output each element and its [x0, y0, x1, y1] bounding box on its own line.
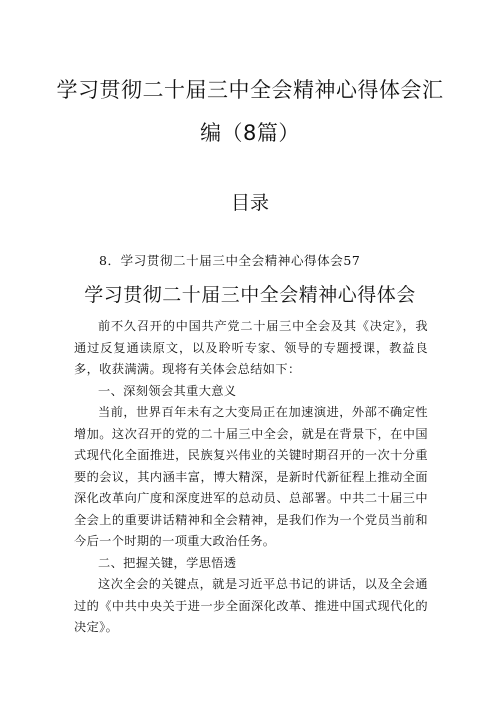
document-title-line-1: 学习贯彻二十届三中全会精神心得体会汇	[56, 78, 444, 102]
paragraph-section-2: 这次全会的关键点，就是习近平总书记的讲话，以及全会通过的《中共中央关于进一步全面深化改革、推进中国式现代化的决定》。	[74, 577, 428, 634]
paragraph-intro: 前不久召开的中国共产党二十届三中全会及其《决定》，我通过反复通读原文，以及聆听专家、领导的专题授课，教益良多，收获满满。现将有关体会总结如下：	[74, 319, 428, 376]
document-title-line-2: 编（8篇）	[200, 121, 300, 145]
toc-entry: 8．学习贯彻二十届三中全会精神心得体会57	[99, 253, 361, 268]
article-title: 学习贯彻二十届三中全会精神心得体会	[84, 284, 416, 306]
section-heading-2: 二、把握关键，学思悟透	[98, 555, 237, 570]
paragraph-section-1: 当前，世界百年未有之大变局正在加速演进，外部不确定性增加。这次召开的党的二十届三中全会，就是在背景下，在中国式现代化全面推进，民族复兴伟业的关键时期召开的一次十分重要的会议，其内涵丰富，博大精深，是新时代新征程上推动全面深化改革向广度和深度进军的总动员、总部署。中共二十届三中全会上的重要讲话精神和全会精神，是我们作为一个党员当前和今后一个时期的一项重大政治任务。	[74, 405, 428, 548]
section-heading-1: 一、深刻领会其重大意义	[98, 383, 237, 398]
article-body	[74, 316, 428, 639]
toc-heading: 目录	[230, 192, 269, 214]
